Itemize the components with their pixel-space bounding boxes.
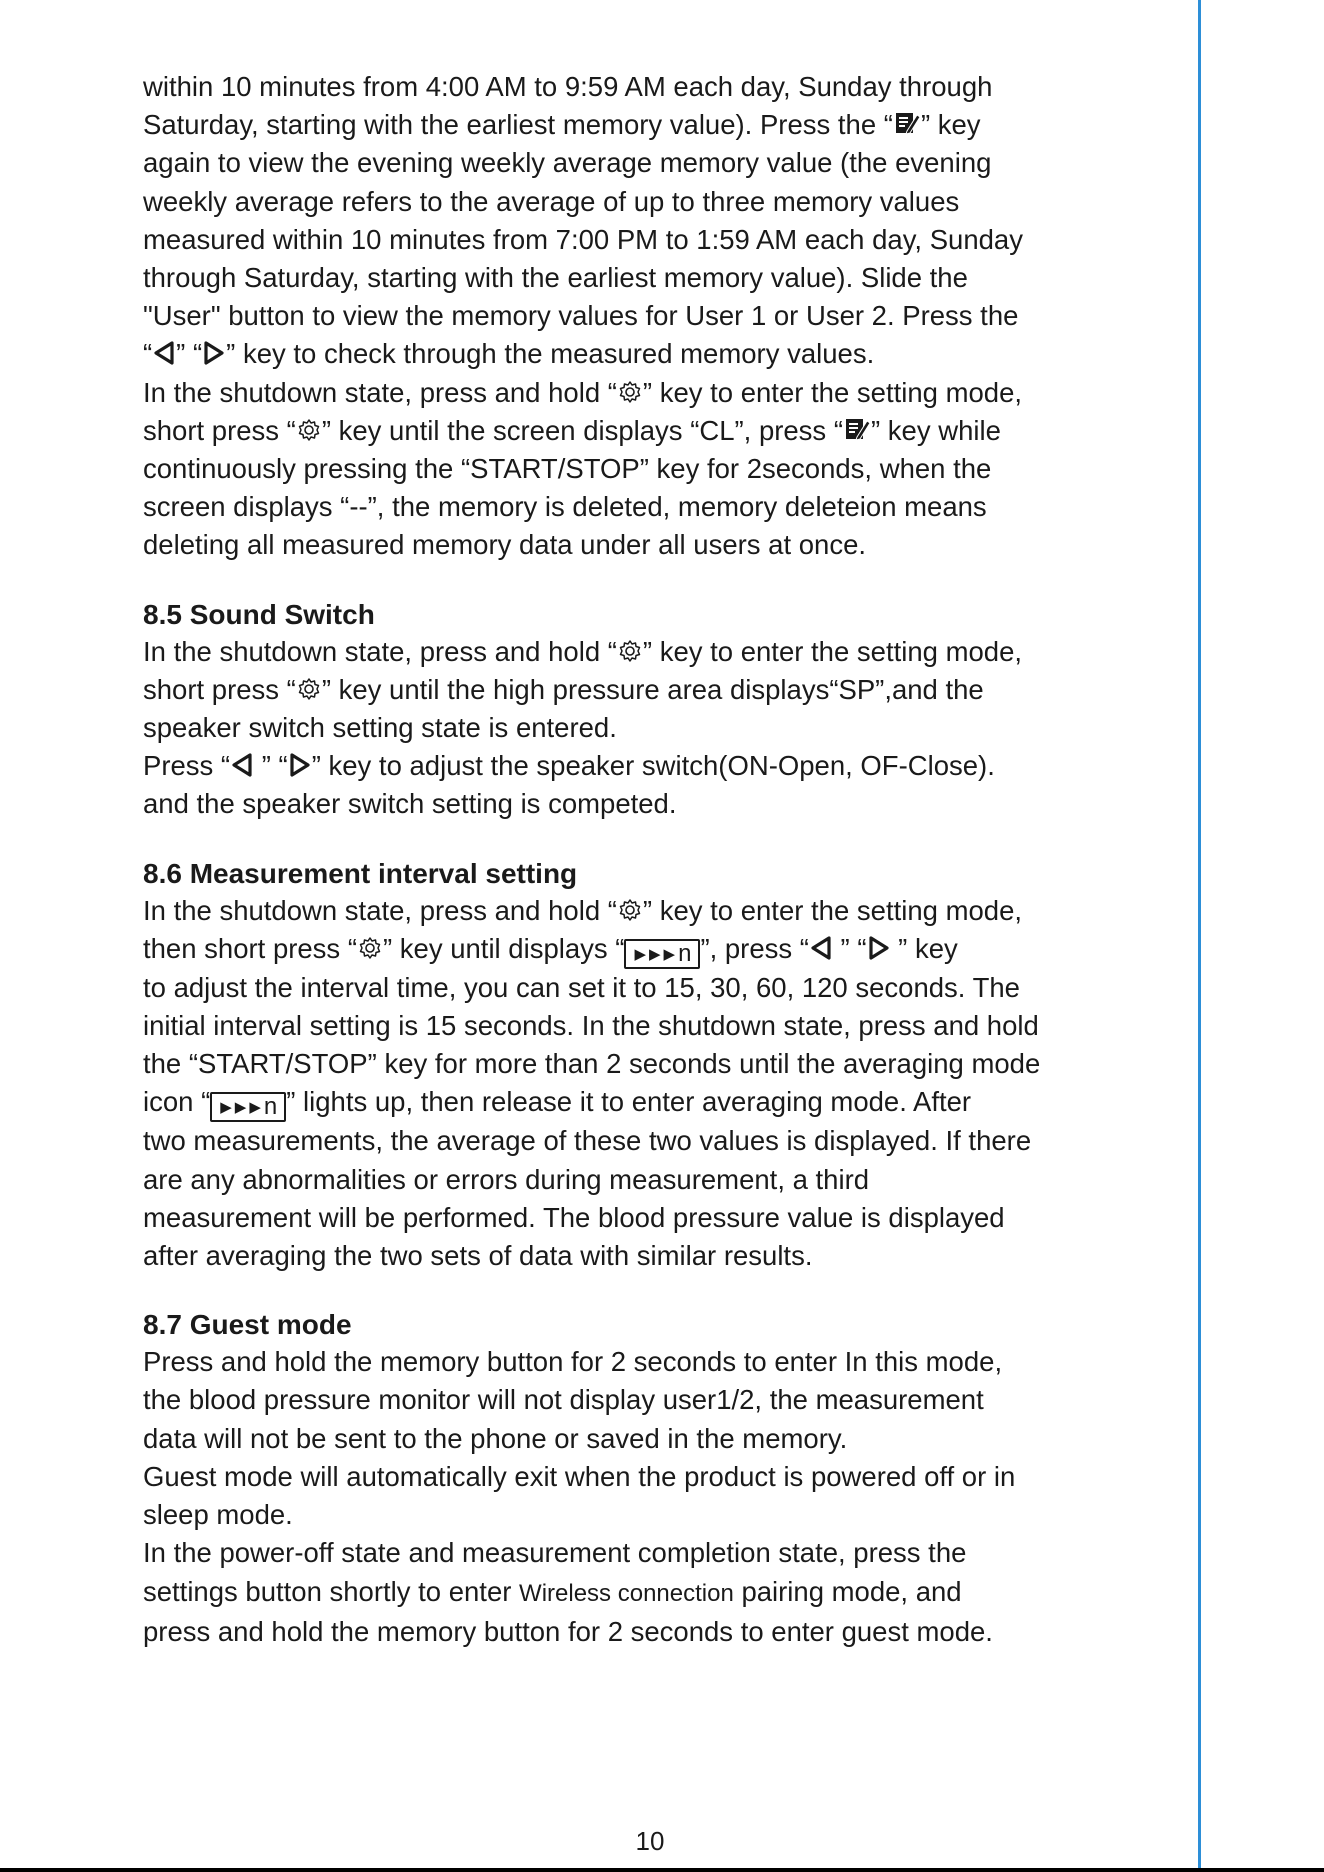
text-span: data will not be sent to the phone or saved in the memory.	[143, 1422, 848, 1454]
text-span: ” “	[254, 750, 288, 782]
text-span: then short press “	[143, 932, 357, 964]
text-span: ” key	[890, 932, 958, 964]
text-span: ” key until the screen displays “CL”, press “	[321, 414, 843, 446]
text-line	[143, 374, 1173, 412]
text-span: "User" button to view the memory values for User 1 or User 2. Press the	[143, 300, 1019, 332]
text-span: ” key to enter the setting mode,	[642, 894, 1022, 926]
text-span: and the speaker switch setting is competed.	[143, 788, 677, 820]
text-span: within 10 minutes from 4:00 AM to 9:59 AM each day, Sunday through	[143, 71, 993, 102]
section-heading: 8.6 Measurement interval setting	[143, 857, 578, 889]
text-line	[143, 930, 1173, 969]
text-span: pairing mode, and	[733, 1575, 962, 1607]
settings-key-icon	[296, 676, 322, 702]
text-span: Saturday, starting with the earliest memory value). Press the “	[143, 109, 893, 141]
text-line	[143, 1496, 1173, 1534]
text-line	[143, 1237, 1173, 1275]
text-line	[143, 1343, 1173, 1381]
text-span: after averaging the two sets of data with similar results.	[143, 1240, 813, 1272]
text-span: weekly average refers to the average of up to three memory values	[143, 185, 960, 217]
text-line	[143, 1613, 1173, 1651]
text-span: speaker switch setting state is entered.	[143, 712, 617, 744]
text-span: again to view the evening weekly average memory value (the evening	[143, 147, 992, 179]
text-line	[143, 1199, 1173, 1237]
text-span: ” lights up, then release it to enter averaging mode. After	[286, 1086, 972, 1118]
text-span: the “START/STOP” key for more than 2 seconds until the averaging mode	[143, 1048, 1041, 1080]
text-line	[143, 526, 1173, 564]
section-heading: 8.7 Guest mode	[143, 1309, 352, 1341]
text-line	[143, 1083, 1173, 1122]
memory-key-icon	[893, 109, 921, 137]
text-span: settings button shortly to enter	[143, 1575, 520, 1607]
averaging-letter: n	[263, 1093, 279, 1121]
text-span: Wireless connection	[519, 1579, 734, 1607]
text-line	[143, 1458, 1173, 1496]
margin-accent-rule	[1198, 0, 1201, 1872]
settings-key-icon	[617, 897, 643, 923]
text-line	[143, 709, 1173, 747]
text-line	[143, 1161, 1173, 1199]
section-spacer	[143, 1275, 1173, 1307]
page-number: 10	[635, 1826, 665, 1856]
text-line	[143, 106, 1173, 144]
text-span: press and hold the memory button for 2 seconds to enter guest mode.	[143, 1615, 993, 1647]
text-span: In the shutdown state, press and hold “	[143, 376, 617, 408]
text-line	[143, 335, 1173, 373]
text-span: ” key	[920, 109, 981, 141]
section-heading: 8.5 Sound Switch	[143, 598, 375, 630]
averaging-letter: n	[678, 939, 693, 967]
text-span: ” “	[176, 338, 203, 370]
right-key-icon	[202, 340, 226, 366]
text-line	[143, 892, 1173, 930]
text-line	[143, 68, 1173, 106]
text-line	[143, 297, 1173, 335]
text-span: ” key until displays “	[382, 932, 625, 964]
text-span: ”, press “	[700, 932, 809, 964]
text-span: ” key to enter the setting mode,	[642, 376, 1022, 408]
text-span: ” key until the high pressure area displays“SP”,and the	[321, 673, 984, 705]
left-key-icon	[230, 752, 254, 778]
text-line	[143, 671, 1173, 709]
text-span: ” key to check through the measured memory values.	[226, 338, 875, 370]
text-span: ” “	[832, 932, 867, 964]
text-span: to adjust the interval time, you can set it to 15, 30, 60, 120 seconds. The	[143, 971, 1020, 1003]
text-span: two measurements, the average of these two values is displayed. If there	[143, 1125, 1032, 1157]
text-span: In the shutdown state, press and hold “	[143, 894, 617, 926]
text-line	[143, 747, 1173, 785]
text-line	[143, 969, 1173, 1007]
text-span: Guest mode will automatically exit when the product is powered off or in	[143, 1460, 1016, 1492]
text-span: the blood pressure monitor will not display user1/2, the measurement	[143, 1384, 984, 1416]
text-span: measurement will be performed. The blood pressure value is displayed	[143, 1201, 1005, 1233]
text-span: ” key to enter the setting mode,	[642, 635, 1022, 667]
manual-page	[143, 68, 1173, 1651]
right-key-icon	[867, 935, 891, 961]
text-line	[143, 1007, 1173, 1045]
text-line	[143, 1381, 1173, 1419]
text-line	[143, 259, 1173, 297]
text-span: “	[143, 338, 153, 370]
bottom-border	[0, 1868, 1324, 1872]
text-line	[143, 1122, 1173, 1160]
right-key-icon	[288, 752, 312, 778]
settings-key-icon	[296, 417, 322, 443]
section-spacer	[143, 824, 1173, 856]
text-line	[143, 1534, 1173, 1572]
text-span: ” key while	[871, 414, 1001, 446]
text-line	[143, 412, 1173, 450]
text-span: icon “	[143, 1086, 211, 1118]
text-line	[143, 1045, 1173, 1083]
text-span: ” key to adjust the speaker switch(ON-Open, OF-Close).	[311, 750, 995, 782]
settings-key-icon	[617, 638, 643, 664]
text-line	[143, 488, 1173, 526]
averaging-mode-icon	[624, 939, 700, 969]
text-span: initial interval setting is 15 seconds. In the shutdown state, press and hold	[143, 1010, 1039, 1042]
text-line	[143, 1420, 1173, 1458]
section-spacer	[143, 565, 1173, 597]
text-span: measured within 10 minutes from 7:00 PM to 1:59 AM each day, Sunday	[143, 223, 1023, 255]
averaging-arrows: ▶▶▶	[220, 1099, 264, 1117]
memory-key-icon	[843, 415, 871, 443]
text-span: screen displays “--”, the memory is deleted, memory deleteion means	[143, 491, 987, 523]
text-span: sleep mode.	[143, 1499, 293, 1531]
text-span: Press and hold the memory button for 2 seconds to enter In this mode,	[143, 1346, 1003, 1378]
averaging-mode-icon	[210, 1092, 286, 1122]
text-span: short press “	[143, 414, 296, 446]
text-span: short press “	[143, 673, 296, 705]
text-line	[143, 144, 1173, 182]
left-key-icon	[809, 935, 833, 961]
text-span: are any abnormalities or errors during measurement, a third	[143, 1163, 870, 1195]
text-line	[143, 785, 1173, 823]
text-line	[143, 221, 1173, 259]
text-span: Press “	[143, 750, 231, 782]
text-span: continuously pressing the “START/STOP” key for 2seconds, when the	[143, 453, 992, 485]
text-span: In the power-off state and measurement completion state, press the	[143, 1537, 967, 1569]
text-span: deleting all measured memory data under all users at once.	[143, 529, 867, 561]
settings-key-icon	[357, 935, 383, 961]
left-key-icon	[152, 340, 176, 366]
text-span: In the shutdown state, press and hold “	[143, 635, 617, 667]
averaging-arrows: ▶▶▶	[634, 945, 679, 963]
text-line	[143, 1573, 1173, 1613]
text-line	[143, 633, 1173, 671]
text-line	[143, 183, 1173, 221]
text-span: through Saturday, starting with the earliest memory value). Slide the	[143, 262, 968, 294]
settings-key-icon	[617, 379, 643, 405]
text-line	[143, 450, 1173, 488]
